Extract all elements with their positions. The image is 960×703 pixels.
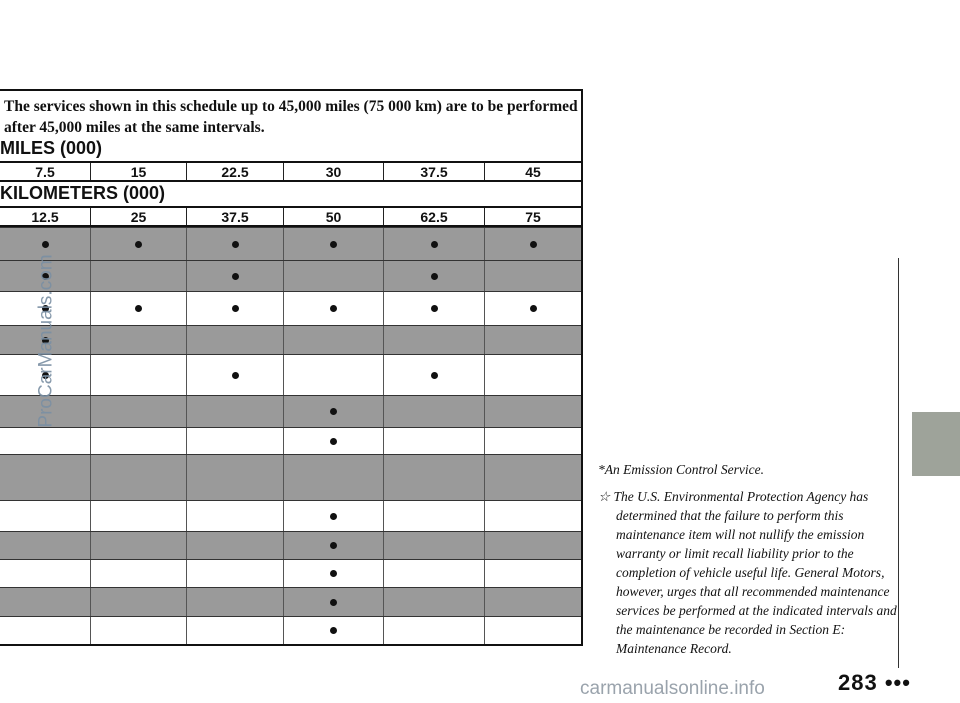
schedule-cell: [90, 428, 186, 454]
schedule-intro-text: The services shown in this schedule up to 45,000 miles (75 000 km) are to be performed after 45,000 miles at the same intervals.: [4, 98, 578, 136]
schedule-cell: [383, 261, 484, 291]
schedule-cell: [383, 560, 484, 587]
km-cell: 75: [484, 208, 581, 225]
km-cell: 12.5: [31, 208, 59, 225]
schedule-cell: [0, 560, 90, 587]
miles-cell: 7.5: [35, 163, 55, 180]
schedule-row: [0, 354, 581, 395]
schedule-row: [0, 531, 581, 559]
page-number: 283 •••: [838, 670, 911, 695]
schedule-cell: [90, 326, 186, 354]
km-cell: 62.5: [383, 208, 484, 225]
schedule-cell: [283, 326, 383, 354]
service-dot-icon: [232, 372, 239, 379]
bottom-watermark: carmanualsonline.info: [580, 678, 765, 699]
schedule-cell: [484, 228, 581, 260]
km-cell: 37.5: [186, 208, 283, 225]
miles-row: [0, 161, 581, 182]
schedule-cell: [383, 588, 484, 616]
service-dot-icon: [330, 241, 337, 248]
schedule-cell: [283, 355, 383, 395]
service-dot-icon: [431, 372, 438, 379]
schedule-cell: [186, 292, 283, 325]
schedule-cell: [484, 532, 581, 559]
schedule-cell: [186, 428, 283, 454]
schedule-cell: [90, 560, 186, 587]
service-dot-icon: [330, 627, 337, 634]
schedule-row: [0, 500, 581, 531]
schedule-cell: [383, 532, 484, 559]
schedule-cell: [90, 396, 186, 427]
schedule-cell: [186, 355, 283, 395]
emission-footnote: *An Emission Control Service.: [598, 462, 764, 477]
schedule-row: [0, 325, 581, 354]
schedule-cell: [283, 261, 383, 291]
schedule-cell: [283, 428, 383, 454]
km-cell: 50: [283, 208, 383, 225]
schedule-row: [0, 291, 581, 325]
star-icon: ☆: [598, 489, 611, 504]
schedule-cell: [283, 292, 383, 325]
epa-footnote: [598, 487, 898, 658]
schedule-cell: [383, 326, 484, 354]
service-dot-icon: [232, 241, 239, 248]
schedule-cell: [484, 261, 581, 291]
service-dot-icon: [330, 408, 337, 415]
miles-cell: 30: [283, 163, 383, 180]
schedule-cell: [283, 501, 383, 531]
service-dot-icon: [135, 241, 142, 248]
schedule-cell: [283, 560, 383, 587]
schedule-cell: [383, 396, 484, 427]
schedule-cell: [283, 396, 383, 427]
footnotes: [598, 460, 898, 666]
schedule-cell: [484, 292, 581, 325]
epa-footnote-text: The U.S. Environmental Protection Agency has determined that the failure to perform this maintenance item will not nullify the emission warranty or limit recall liability prior to the completion of vehicle useful life. General Motors, however, urges that all recommended maintenance services be performed at the indicated intervals and the maintenance be recorded in Section E: Maintenance Record.: [613, 489, 897, 656]
schedule-cell: [484, 501, 581, 531]
schedule-cell: [0, 501, 90, 531]
schedule-cell: [484, 428, 581, 454]
service-dot-icon: [42, 241, 49, 248]
schedule-cell: [90, 501, 186, 531]
schedule-cell: [383, 292, 484, 325]
schedule-cell: [484, 326, 581, 354]
service-dot-icon: [530, 241, 537, 248]
schedule-cell: [383, 428, 484, 454]
schedule-row: [0, 559, 581, 587]
service-dot-icon: [330, 570, 337, 577]
schedule-row: [0, 427, 581, 454]
schedule-cell: [0, 455, 90, 500]
service-dot-icon: [232, 305, 239, 312]
service-dot-icon: [431, 241, 438, 248]
miles-cell: 15: [90, 163, 186, 180]
schedule-body: [0, 227, 581, 644]
schedule-cell: [383, 228, 484, 260]
schedule-cell: [484, 560, 581, 587]
schedule-row: [0, 616, 581, 644]
schedule-cell: [186, 532, 283, 559]
schedule-cell: [484, 455, 581, 500]
schedule-cell: [186, 501, 283, 531]
schedule-cell: [186, 228, 283, 260]
schedule-row: [0, 454, 581, 500]
service-dot-icon: [530, 305, 537, 312]
schedule-cell: [484, 588, 581, 616]
miles-cell: 37.5: [383, 163, 484, 180]
schedule-cell: [283, 455, 383, 500]
schedule-row: [0, 587, 581, 616]
miles-cell: 22.5: [186, 163, 283, 180]
schedule-cell: [186, 455, 283, 500]
service-dot-icon: [135, 305, 142, 312]
miles-header: MILES (000): [0, 138, 103, 158]
schedule-cell: [90, 228, 186, 260]
schedule-cell: [90, 617, 186, 644]
schedule-cell: [383, 455, 484, 500]
service-dot-icon: [232, 273, 239, 280]
schedule-cell: [0, 532, 90, 559]
schedule-cell: [283, 532, 383, 559]
schedule-cell: [90, 261, 186, 291]
schedule-cell: [90, 532, 186, 559]
schedule-cell: [186, 396, 283, 427]
service-dot-icon: [330, 438, 337, 445]
schedule-cell: [383, 355, 484, 395]
maintenance-schedule-table: [0, 89, 583, 646]
schedule-cell: [90, 588, 186, 616]
schedule-row: [0, 227, 581, 260]
service-dot-icon: [330, 599, 337, 606]
schedule-cell: [90, 292, 186, 325]
service-dot-icon: [431, 305, 438, 312]
schedule-cell: [0, 428, 90, 454]
service-dot-icon: [330, 513, 337, 520]
kilometers-row: [0, 206, 581, 227]
schedule-cell: [383, 617, 484, 644]
service-dot-icon: [431, 273, 438, 280]
margin-rule: [898, 258, 899, 668]
schedule-cell: [90, 455, 186, 500]
schedule-cell: [186, 326, 283, 354]
schedule-cell: [90, 355, 186, 395]
schedule-cell: [383, 501, 484, 531]
schedule-cell: [186, 261, 283, 291]
schedule-cell: [283, 588, 383, 616]
service-dot-icon: [330, 305, 337, 312]
miles-cell: 45: [484, 163, 581, 180]
schedule-cell: [0, 588, 90, 616]
km-cell: 25: [90, 208, 186, 225]
section-tab: [912, 412, 960, 476]
schedule-cell: [484, 617, 581, 644]
service-dot-icon: [330, 542, 337, 549]
schedule-cell: [283, 228, 383, 260]
schedule-cell: [186, 560, 283, 587]
schedule-cell: [283, 617, 383, 644]
schedule-cell: [186, 588, 283, 616]
side-watermark: ProCarManuals.com: [35, 254, 57, 428]
schedule-cell: [484, 355, 581, 395]
kilometers-header: KILOMETERS (000): [0, 183, 166, 203]
schedule-cell: [0, 617, 90, 644]
schedule-row: [0, 260, 581, 291]
schedule-row: [0, 395, 581, 427]
schedule-cell: [186, 617, 283, 644]
schedule-cell: [484, 396, 581, 427]
